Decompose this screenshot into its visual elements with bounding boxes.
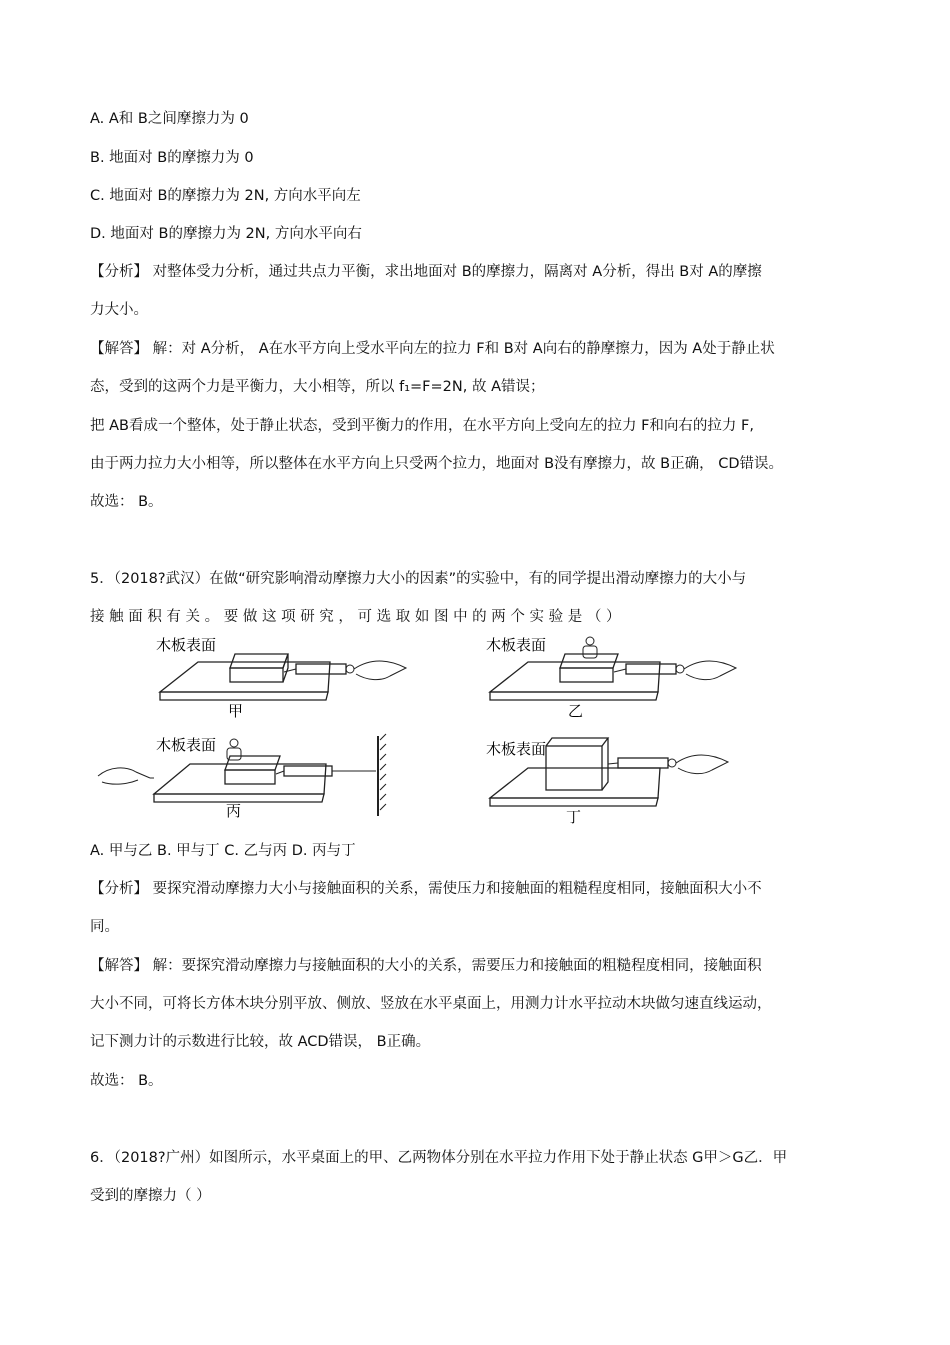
caption-ding: 丁: [566, 808, 582, 826]
q5-analysis-line: 同。: [90, 919, 119, 935]
q5-final-answer: 故选： B。: [90, 1073, 163, 1089]
q4-final-answer: 故选： B。: [90, 494, 163, 510]
q4-option-a: A. A和 B之间摩擦力为 0: [90, 111, 249, 127]
caption-bing: 丙: [226, 802, 242, 820]
q4-answer-line: 把 AB看成一个整体，处于静止状态，受到平衡力的作用，在水平方向上受向左的拉力 F和向右的拉力 F,: [90, 418, 754, 434]
q4-answer-line: 态，受到的这两个力是平衡力，大小相等，所以 f₁=F=2N, 故 A错误；: [90, 379, 545, 395]
q5-answer-line: 记下测力计的示数进行比较，故 ACD错误， B正确。: [90, 1034, 431, 1050]
q4-answer-line: 【解答】 解：对 A分析， A在水平方向上受水平向左的拉力 F和 B对 A向右的静摩擦力，因为 A处于静止状: [90, 341, 775, 357]
q6-stem-line: 6．（2018?广州）如图所示，水平桌面上的甲、乙两物体分别在水平拉力作用下处于静止状态 G甲＞G乙．甲: [90, 1150, 788, 1166]
q4-option-d: D. 地面对 B的摩擦力为 2N, 方向水平向右: [90, 226, 362, 242]
q5-answer-line: 大小不同，可将长方体木块分别平放、侧放、竖放在水平桌面上，用测力计水平拉动木块做匀速直线运动，: [90, 996, 772, 1012]
q5-options: A. 甲与乙 B. 甲与丁 C. 乙与丙 D. 丙与丁: [90, 843, 356, 859]
surface-label: 木板表面: [156, 636, 217, 654]
q5-stem-line: 接 触 面 积 有 关 。 要 做 这 项 研 究 ， 可 选 取 如 图 中 的 两 个 实 验 是 （ ）: [90, 609, 621, 625]
q4-analysis-line: 力大小。: [90, 302, 148, 318]
caption-jia: 甲: [228, 702, 244, 720]
surface-label: 木板表面: [156, 736, 217, 754]
surface-label: 木板表面: [486, 636, 547, 654]
q5-analysis-line: 【分析】 要探究滑动摩擦力大小与接触面积的关系，需使压力和接触面的粗糙程度相同，接触面积大小不: [90, 881, 762, 897]
figure-yi: [480, 632, 770, 722]
q4-option-c: C. 地面对 B的摩擦力为 2N, 方向水平向左: [90, 188, 361, 204]
caption-yi: 乙: [568, 702, 584, 720]
figure-bing: [90, 732, 400, 822]
q4-analysis-line: 【分析】 对整体受力分析，通过共点力平衡，求出地面对 B的摩擦力，隔离对 A分析，得出 B对 A的摩擦: [90, 264, 762, 280]
surface-label: 木板表面: [486, 740, 547, 758]
q4-option-b: B. 地面对 B的摩擦力为 0: [90, 150, 254, 166]
q4-answer-line: 由于两力拉力大小相等，所以整体在水平方向上只受两个拉力，地面对 B没有摩擦力，故 B正确， CD错误。: [90, 456, 784, 472]
q6-stem-line: 受到的摩擦力（ ）: [90, 1188, 211, 1204]
q5-answer-line: 【解答】 解：要探究滑动摩擦力与接触面积的大小的关系，需要压力和接触面的粗糙程度相同，接触面积: [90, 958, 762, 974]
figure-jia: [150, 632, 440, 722]
q5-stem-line: 5．（2018?武汉）在做“研究影响滑动摩擦力大小的因素”的实验中，有的同学提出滑动摩擦力的大小与: [90, 571, 747, 587]
figure-ding: [480, 732, 770, 827]
